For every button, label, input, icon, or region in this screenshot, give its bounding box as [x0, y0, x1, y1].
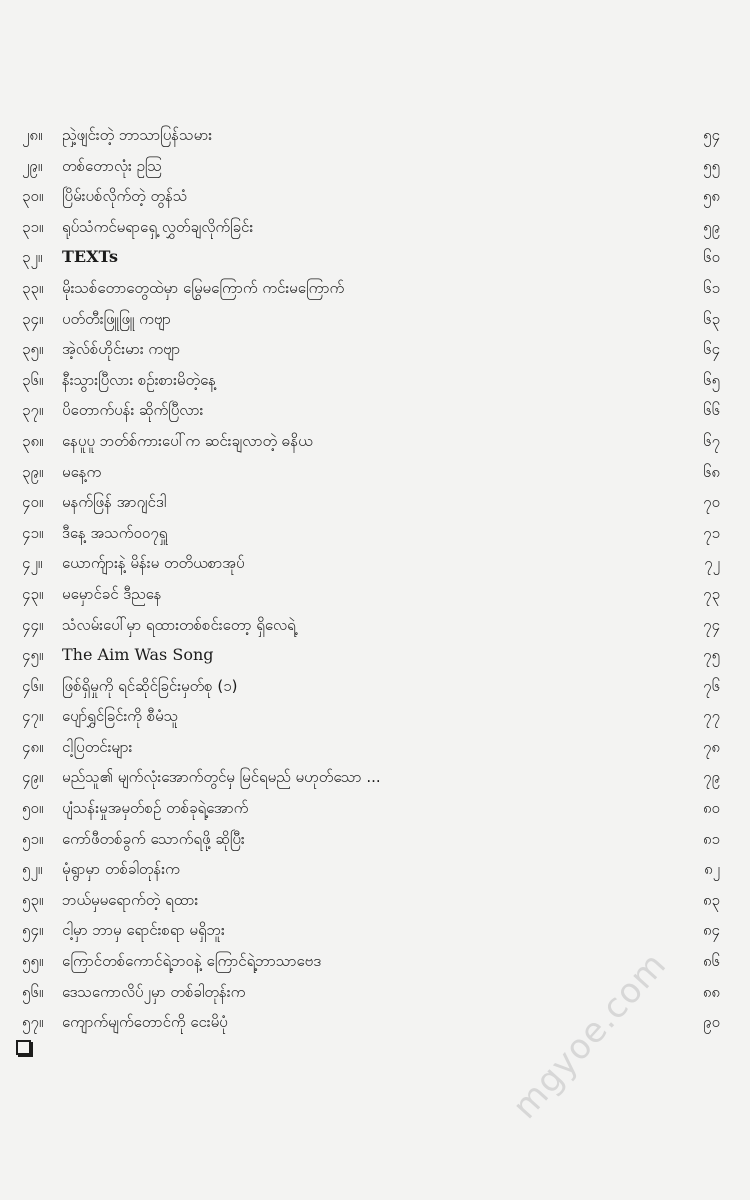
toc-entry-number: ၅၂။: [22, 860, 43, 879]
toc-entry-title: ကျောက်မျက်တောင်ကို ငေးမိပုံ: [62, 1013, 228, 1032]
toc-entry-title: မနေ့က: [62, 462, 102, 481]
toc-entry-title: မနက်ဖြန် အာဂျင်ဒါ: [62, 493, 167, 512]
toc-entry-title: ညှဲ့ဖျင်းတဲ့ ဘာသာပြန်သမား: [62, 126, 213, 144]
toc-entry-page: ၈၀: [702, 799, 720, 818]
toc-entry-page: ၉၀: [703, 1013, 720, 1032]
toc-entry: [0, 365, 750, 396]
toc-entry-page: ၈၃: [702, 890, 720, 909]
toc-entry-number: ၅၅။: [22, 952, 44, 971]
toc-entry-page: ၈၂: [704, 860, 720, 879]
toc-entry-title: နေပူပူ ဘတ်စ်ကားပေါ်က ဆင်းချလာတဲ့ ဓနိယ: [62, 431, 313, 450]
toc-entry-title: The Aim Was Song: [62, 645, 214, 665]
toc-entry-title: ဖြစ်ရှိမှုကို ရင်ဆိုင်ခြင်းမှတ်စု (၁): [62, 676, 238, 695]
toc-entry-title: ဘယ်မှမရောက်တဲ့ ရထား: [62, 890, 199, 909]
toc-entry-title: TEXTs: [62, 247, 118, 267]
toc-entry: [0, 334, 750, 365]
toc-entry-page: ၇၁: [703, 523, 720, 542]
toc-entry-number: ၂၉။: [22, 156, 43, 175]
toc-entry-number: ၃၆။: [22, 370, 44, 389]
toc-entry-number: ၅၆။: [22, 982, 44, 1001]
toc-entry-page: ၅၈: [702, 187, 720, 206]
toc-entry-number: ၅၃။: [22, 890, 44, 909]
toc-entry-page: ၅၉: [703, 217, 720, 236]
toc-entry-page: ၆၇: [703, 431, 720, 450]
toc-entry-page: ၆၅: [703, 370, 720, 389]
toc-entry-title: မုံရွာမှာ တစ်ခါတုန်းက: [62, 860, 180, 879]
toc-entry: [0, 854, 750, 885]
toc-entry-page: ၆၀: [703, 248, 720, 267]
toc-entry-number: ၅၀။: [22, 799, 44, 818]
toc-entry-number: ၅၄။: [22, 921, 44, 940]
toc-entry: [0, 548, 750, 579]
toc-entry-number: ၃၇။: [22, 401, 44, 420]
toc-entry: [0, 701, 750, 732]
toc-entry-page: ၈၆: [702, 952, 720, 971]
toc-entry: [0, 273, 750, 304]
toc-entry-number: ၄၁။: [22, 523, 44, 542]
toc-entry-page: ၈၁: [702, 829, 720, 848]
toc-entry: [0, 487, 750, 518]
toc-entry-title: ဒေသကောလိပ်၂မှာ တစ်ခါတုန်းက: [62, 982, 246, 1001]
toc-entry-title: ကြောင်တစ်ကောင်ရဲ့ဘဝနဲ့ ကြောင်ရဲ့ဘာသာဗေဒ: [62, 952, 322, 971]
toc-entry-number: ၃၈။: [22, 431, 44, 450]
toc-entry-number: ၄၇။: [22, 707, 44, 726]
toc-entry-page: ၆၃: [703, 309, 720, 328]
toc-entry: [0, 610, 750, 641]
toc-entry-number: ၃၁။: [22, 217, 44, 236]
toc-entry-page: ၈၈: [702, 982, 720, 1001]
toc-entry: [0, 304, 750, 335]
toc-entry-title: ပိတောက်ပန်း ဆိုက်ပြီလား: [62, 401, 204, 420]
toc-entry-number: ၄၀။: [22, 493, 44, 512]
toc-entry-page: ၆၁: [703, 278, 720, 297]
toc-entry-title: ရုပ်သံကင်မရာရှေ့ လွှတ်ချလိုက်ခြင်း: [62, 217, 254, 236]
toc-entry-title: တစ်တောလုံး ဥဩ: [62, 156, 162, 175]
toc-entry: [0, 824, 750, 855]
toc-entry-number: ၄၄။: [22, 615, 44, 634]
toc-entry-number: ၄၈။: [22, 737, 44, 756]
toc-entry-title: ငါ့မှာ ဘာမှ ရောင်းစရာ မရှိဘူး: [62, 921, 225, 940]
toc-entry-page: ၇၀: [703, 493, 720, 512]
toc-entry-title: ငါ့ပြတင်းများ: [62, 737, 133, 756]
toc-entry-number: ၄၂။: [22, 554, 43, 573]
toc-entry: [0, 915, 750, 946]
toc-entry-page: ၇၂: [704, 554, 720, 573]
watermark: mgyoe.com: [505, 944, 675, 1127]
toc-entry-title: မိုးသစ်တောတွေထဲမှာ မြွေမကြောက် ကင်းမကြောက်: [62, 278, 345, 297]
toc-entry-number: ၅၁။: [22, 829, 44, 848]
toc-entry-number: ၃၉။: [22, 462, 44, 481]
toc-entry: [0, 671, 750, 702]
toc-entry-page: ၈၄: [702, 921, 720, 940]
toc-entry-title: ပြိမ်းပစ်လိုက်တဲ့ တွန်သံ: [62, 187, 188, 206]
toc-entry-number: ၃၅။: [22, 340, 44, 359]
toc-entry-page: ၇၅: [703, 646, 720, 665]
toc-entry: [0, 212, 750, 243]
toc-entry: [0, 426, 750, 457]
toc-entry-title: အဲ့လ်စ်ဟိုင်းမား ကဗျာ: [62, 340, 181, 359]
toc-entry: [0, 151, 750, 182]
toc-entry-page: ၆၆: [703, 401, 720, 420]
toc-entry-number: ၃၂။: [22, 248, 43, 267]
toc-entry-page: ၇၄: [703, 615, 720, 634]
toc-entry-number: ၃၃။: [22, 278, 44, 297]
toc-entry-title: ပတ်တီးဖြူဖြူ ကဗျာ: [62, 309, 171, 328]
square-box-icon: [16, 1040, 31, 1055]
toc-entry: [0, 732, 750, 763]
toc-entry-number: ၄၆။: [22, 676, 44, 695]
toc-entry-page: ၇၇: [703, 707, 720, 726]
toc-entry-number: ၃၄။: [22, 309, 44, 328]
toc-entry-page: ၅၄: [703, 126, 720, 144]
toc-entry-title: မမှောင်ခင် ဒီညနေ: [62, 584, 162, 603]
toc-entry: [0, 793, 750, 824]
toc-entry: [0, 640, 750, 671]
toc-entry-page: ၅၅: [703, 156, 720, 175]
toc-entry-title: ကော်ဖီတစ်ခွက် သောက်ရဖို့ ဆိုပြီး: [62, 829, 245, 848]
toc-entry: [0, 120, 750, 151]
toc-entry-title: နီးသွားပြီလား စဉ်းစားမိတဲ့နေ့: [62, 370, 216, 389]
toc-entry-page: ၆၄: [703, 340, 720, 359]
table-of-contents: [0, 120, 750, 1038]
toc-entry-number: ၄၃။: [22, 584, 44, 603]
toc-entry-page: ၇၉: [703, 768, 720, 787]
toc-entry-title: သံလမ်းပေါ်မှာ ရထားတစ်စင်းတော့ ရှိလေရဲ့: [62, 615, 296, 634]
toc-entry-number: ၃၀။: [22, 187, 44, 206]
toc-entry-title: ဒီနေ့ အသက်၀၀၇ရှူ: [62, 523, 168, 542]
toc-entry: [0, 395, 750, 426]
toc-entry: [0, 579, 750, 610]
toc-entry-page: ၇၈: [702, 737, 720, 756]
toc-entry: [0, 242, 750, 273]
toc-entry: [0, 457, 750, 488]
toc-entry: [0, 181, 750, 212]
toc-entry-title: မည်သူ၏ မျက်လုံးအောက်တွင်မှ မြင်ရမည် မဟုတ်သော ...: [62, 768, 381, 787]
toc-entry: [0, 518, 750, 549]
toc-entry-number: ၅၇။: [22, 1013, 44, 1032]
toc-entry-page: ၇၆: [703, 676, 720, 695]
toc-entry-title: ယောက်ျားနဲ့ မိန်းမ တတိယစာအုပ်: [62, 554, 245, 573]
toc-entry: [0, 762, 750, 793]
toc-entry-number: ၂၈။: [22, 126, 43, 144]
toc-entry-page: ၇၃: [703, 584, 720, 603]
toc-entry-page: ၆၈: [702, 462, 720, 481]
toc-entry-number: ၄၉။: [22, 768, 44, 787]
toc-entry-title: ပျံသန်းမှုအမှတ်စဉ် တစ်ခုရဲ့အောက်: [62, 799, 249, 818]
toc-entry: [0, 885, 750, 916]
toc-entry-title: ပျော်ရွှင်ခြင်းကို စီမံသူ: [62, 707, 179, 726]
toc-entry-number: ၄၅။: [22, 646, 44, 665]
